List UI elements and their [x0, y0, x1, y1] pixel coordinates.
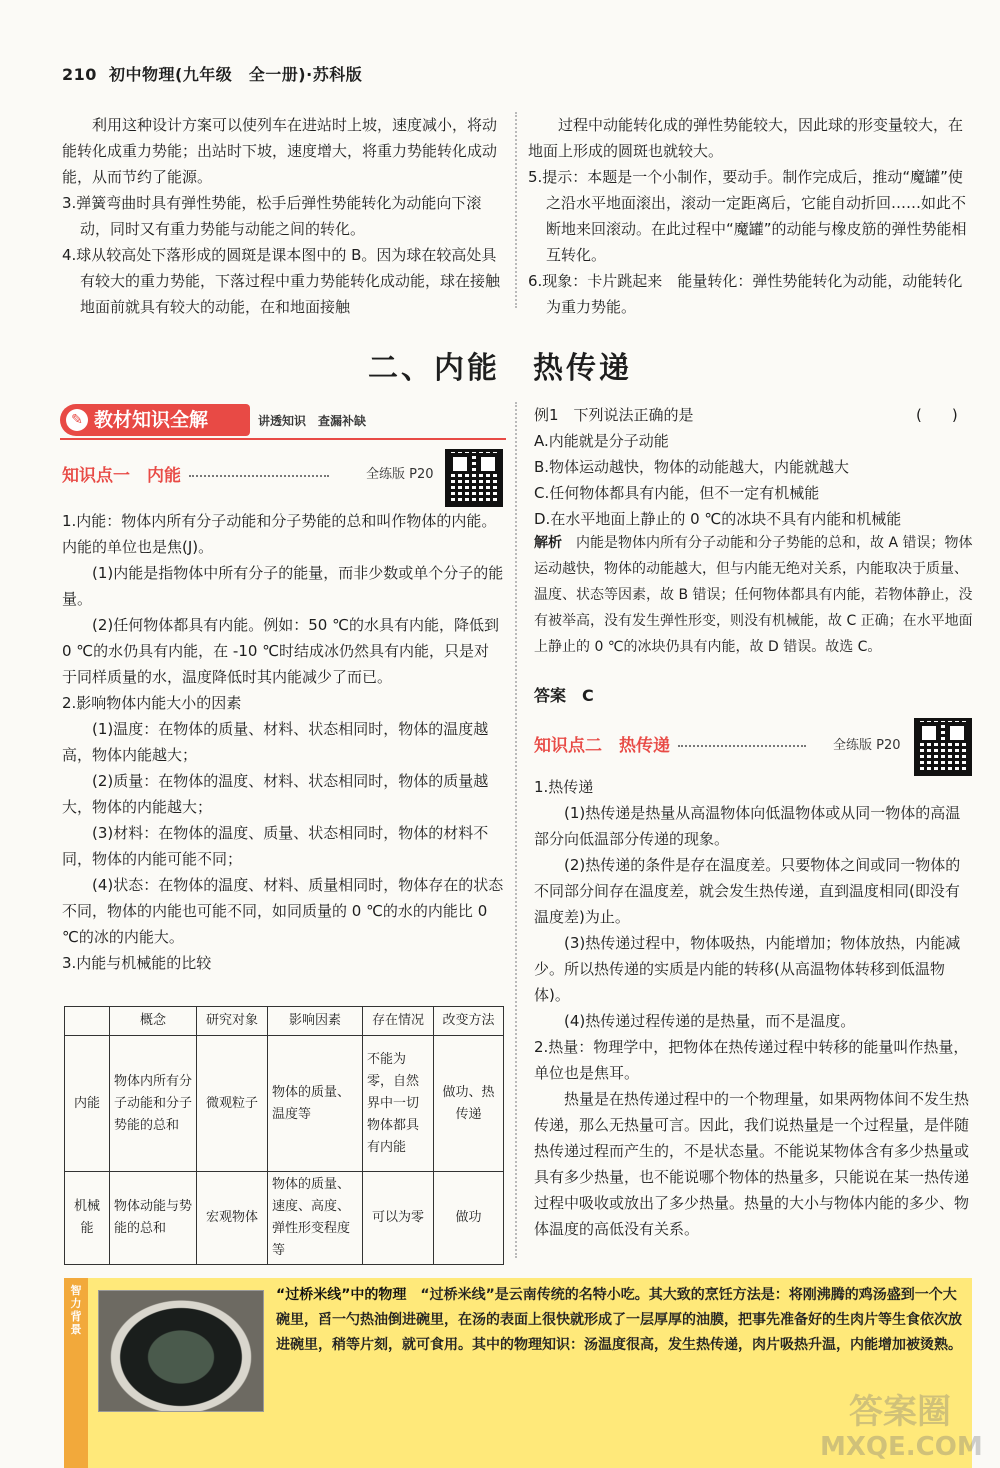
top-right-para-2: 5.提示：本题是一个小制作，要动手。制作完成后，推动“魔罐”使之沿水平地面滚出，滚动一定距离后，它能自动折回……如此不断地来回滚动。在此过程中“魔罐”的动能与橡皮筋的弹性势能相互转化。 [528, 168, 967, 264]
left-para-1: 1.内能：物体内所有分子动能和分子势能的总和叫作物体的内能。内能的单位也是焦(J)。 [62, 512, 497, 556]
example-option-b: B.物体运动越快，物体的动能越大，内能就越大 [534, 458, 850, 476]
page-number: 210 [62, 65, 97, 84]
top-left-column [62, 112, 502, 320]
watermark [820, 1392, 983, 1462]
top-left-para-2: 3.弹簧弯曲时具有弹性势能，松手后弹性势能转化为动能向下滚动，同时又有重力势能与动能之间的转化。 [62, 194, 482, 238]
table-cell: 机械能 [65, 1172, 110, 1265]
top-left-para-1: 利用这种设计方案可以使列车在进站时上坡，速度减小，将动能转化成重力势能；出站时下坡，速度增大，将重力势能转化成动能，从而节约了能源。 [62, 116, 498, 186]
table-header-cell: 研究对象 [197, 1007, 268, 1036]
analysis-label: 解析 [534, 535, 562, 551]
table-header-cell: 存在情况 [363, 1007, 434, 1036]
right-para-7: 热量是在热传递过程中的一个物理量，如果两物体间不发生热传递，那么无热量可言。因此，我们说热量是一个过程量，是伴随热传递过程而产生的，不是状态量。不能说某物体含有多少热量或具有多少热量，也不能说哪个物体的热量多，只能说在某一热传递过程中吸收或放出了多少热量。热量的大小与物体内能的多少、物体温度的高低没有关系。 [534, 1090, 970, 1238]
info-side-label: 智力背景 [70, 1284, 82, 1336]
table-cell: 物体的质量、温度等 [268, 1036, 363, 1172]
watermark-line-1: 答案圈 [849, 1392, 951, 1432]
example-analysis [534, 530, 974, 660]
info-text [276, 1283, 964, 1358]
running-header [62, 62, 362, 85]
table-cell: 做功 [434, 1172, 504, 1265]
answer-value: C [582, 686, 594, 705]
table-cell: 内能 [65, 1036, 110, 1172]
table-cell: 不能为零，自然界中一切物体都具有内能 [363, 1036, 434, 1172]
left-para-5: (1)温度：在物体的质量、材料、状态相同时，物体的温度越高，物体内能越大； [62, 720, 489, 764]
noodle-bowl-photo [98, 1290, 264, 1412]
watermark-line-2: MXQE.COM [820, 1432, 983, 1462]
column-divider-main [515, 402, 517, 1258]
right-para-6: 2.热量：物理学中，把物体在热传递过程中转移的能量叫作热量，单位也是焦耳。 [534, 1038, 969, 1082]
table-header-cell: 概念 [110, 1007, 197, 1036]
example-option-d: D.在水平地面上静止的 0 ℃的冰块不具有内能和机械能 [534, 510, 902, 528]
book-title: 初中物理(九年级 全一册)·苏科版 [108, 65, 363, 84]
table-header-cell: 改变方法 [434, 1007, 504, 1036]
knowledge-point-1-heading [62, 461, 337, 486]
top-right-para-1: 过程中动能转化成的弹性势能较大，因此球的形变量较大，在地面上形成的圆斑也就较大。 [528, 116, 964, 160]
right-para-2: (1)热传递是热量从高温物体向低温物体或从同一物体的高温部分向低温部分传递的现象。 [534, 804, 961, 848]
left-para-3: (2)任何物体都具有内能。例如：50 ℃的水具有内能，降低到 0 ℃的水仍具有内能，在 -10 ℃时结成冰仍然具有内能，只是对于同样质量的水，温度降低时其内能减少了而已。 [62, 616, 499, 686]
left-para-2: (1)内能是指物体中所有分子的能量，而非少数或单个分子的能量。 [62, 564, 504, 608]
info-body: “过桥米线”是云南传统的名特小吃。其大致的烹饪方法是：将刚沸腾的鸡汤盛到一个大碗里，舀一勺热油倒进碗里，在汤的表面上很快就形成了一层厚厚的油膜，把事先准备好的生肉片等生食依次放进碗里，稍等片刻，就可食用。其中的物理知识：汤温度很高，发生热传递，肉片吸热升温，内能增加被烫熟。 [276, 1287, 962, 1353]
kp1-leader-dots [189, 475, 329, 477]
kp1-title: 知识点一 内能 [62, 466, 181, 486]
knowledge-point-2-heading [534, 731, 814, 756]
table-cell: 做功、热传递 [434, 1036, 504, 1172]
left-para-6: (2)质量：在物体的温度、材料、状态相同时，物体的质量越大，物体的内能越大； [62, 772, 489, 816]
right-para-3: (2)热传递的条件是存在温度差。只要物体之间或同一物体的不同部分间存在温度差，就会发生热传递，直到温度相同(即没有温度差)为止。 [534, 856, 961, 926]
table-cell: 宏观物体 [197, 1172, 268, 1265]
banner-book-icon: ✎ [66, 409, 88, 431]
textbook-knowledge-banner [60, 404, 250, 436]
table-row [65, 1036, 504, 1172]
kp2-title: 知识点二 热传递 [534, 736, 670, 756]
top-right-column [528, 112, 974, 320]
right-para-5: (4)热传递过程传递的是热量，而不是温度。 [564, 1012, 856, 1030]
analysis-text: 内能是物体内所有分子动能和分子势能的总和，故 A 错误；物体运动越快，物体的动能越大，但与内能无绝对关系，内能取决于质量、温度、状态等因素，故 B 错误；任何物体都具有内能，若物体静止，没有被举高，没有发生弹性形变，则没有机械能，故 C 正确；在水平地面上静止的 0 ℃的冰块仍具有内能，故 D 错误。故选 C。 [534, 535, 973, 655]
left-para-8: (4)状态：在物体的温度、材料、质量相同时，物体存在的状态不同，物体的内能也可能不同，如同质量的 0 ℃的水的内能比 0 ℃的冰的内能大。 [62, 876, 504, 946]
table-cell: 物体动能与势能的总和 [110, 1172, 197, 1265]
example-1 [534, 402, 974, 532]
table-header-cell [65, 1007, 110, 1036]
table-cell: 物体的质量、速度、高度、弹性形变程度等 [268, 1172, 363, 1265]
example-option-c: C.任何物体都具有内能，但不一定有机械能 [534, 484, 820, 502]
right-para-4: (3)热传递过程中，物体吸热，内能增加；物体放热，内能减少。所以热传递的实质是内能的转移(从高温物体转移到低温物体)。 [534, 934, 961, 1004]
example-answer [534, 683, 594, 706]
top-right-para-3: 6.现象：卡片跳起来 能量转化：弹性势能转化为动能，动能转化为重力势能。 [528, 272, 963, 316]
table-header-cell: 影响因素 [268, 1007, 363, 1036]
top-left-para-3: 4.球从较高处下落形成的圆斑是课本图中的 B。因为球在较高处具有较大的重力势能，下落过程中重力势能转化成动能，球在接触地面前就具有较大的动能，在和地面接触 [62, 246, 501, 316]
right-para-1: 1.热传递 [534, 778, 594, 796]
example-answer-bracket: ( ) [916, 406, 958, 424]
left-body [62, 508, 504, 976]
right-body [534, 774, 974, 1242]
column-divider-top [515, 112, 517, 308]
table-cell: 微观粒子 [197, 1036, 268, 1172]
info-title: “过桥米线”中的物理 [276, 1287, 407, 1303]
kp2-qr-code-icon[interactable] [914, 718, 972, 776]
example-stem: 例1 下列说法正确的是 [534, 406, 694, 424]
left-para-9: 3.内能与机械能的比较 [62, 954, 212, 972]
table-cell: 可以为零 [363, 1172, 434, 1265]
table-header-row [65, 1007, 504, 1036]
kp1-reference: 全练版 P20 [366, 467, 434, 482]
table-row [65, 1172, 504, 1265]
kp2-leader-dots [678, 745, 806, 747]
table-cell: 物体内所有分子动能和分子势能的总和 [110, 1036, 197, 1172]
section-title: 二、内能 热传递 [368, 351, 632, 386]
banner-rule [60, 438, 506, 440]
banner-subtitle: 讲透知识 查漏补缺 [258, 414, 367, 428]
left-para-4: 2.影响物体内能大小的因素 [62, 694, 242, 712]
example-option-a: A.内能就是分子动能 [534, 432, 669, 450]
answer-label: 答案 [534, 686, 567, 705]
left-para-7: (3)材料：在物体的温度、质量、状态相同时，物体的材料不同，物体的内能可能不同； [62, 824, 489, 868]
comparison-table [64, 1006, 504, 1265]
kp2-reference: 全练版 P20 [833, 738, 901, 753]
banner-label: 教材知识全解 [94, 409, 209, 431]
kp1-qr-code-icon[interactable] [445, 449, 503, 507]
